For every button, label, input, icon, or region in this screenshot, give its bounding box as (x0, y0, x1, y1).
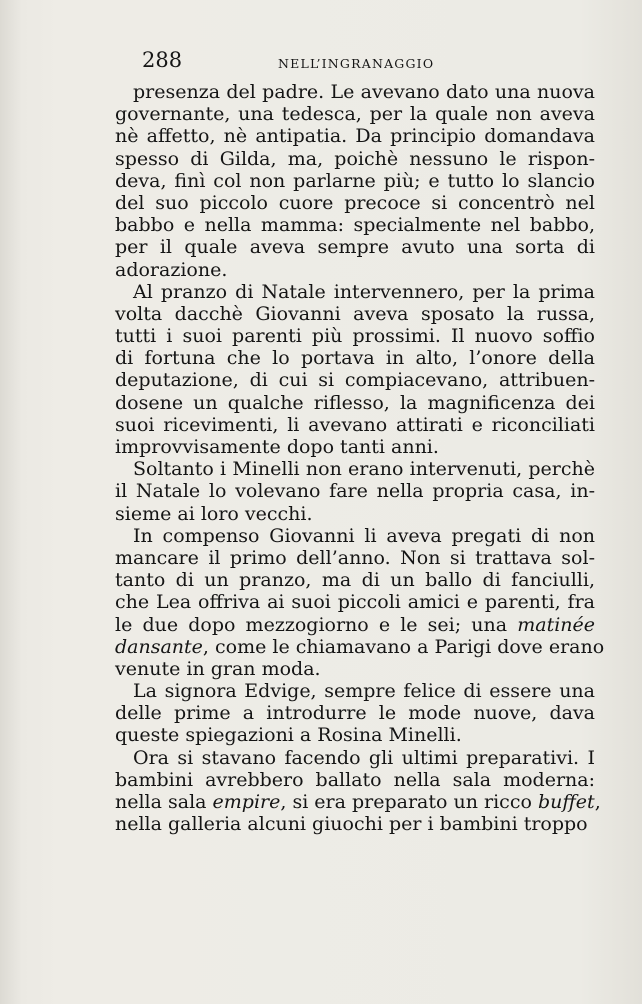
text-line (115, 525, 595, 547)
text-line (115, 81, 595, 103)
body-text (115, 81, 605, 836)
text-segment: Al pranzo di Natale intervennero, per la prima (133, 280, 595, 303)
text-segment: deva, finì col non parlarne più; e tutto lo slancio (115, 169, 595, 192)
text-segment: , (594, 791, 601, 813)
text-line (115, 547, 595, 569)
text-line (115, 103, 595, 125)
text-line (115, 347, 595, 369)
text-line (115, 214, 595, 236)
text-line (115, 569, 595, 591)
text-segment: babbo e nella mamma: specialmente nel babbo, (115, 214, 595, 237)
text-segment: suoi ricevimenti, li avevano attirati e riconciliati (115, 413, 595, 436)
text-line (115, 303, 595, 325)
text-segment: improvvisamente dopo tanti anni. (115, 436, 439, 458)
text-segment: deputazione, di cui si compiacevano, attribuen- (115, 369, 595, 392)
text-segment: nella sala (115, 791, 213, 813)
text-segment: di fortuna che lo portava in alto, l’onore della (115, 347, 595, 370)
text-segment: bambini avrebbero ballato nella sala moderna: (115, 768, 595, 791)
text-line (115, 591, 595, 613)
text-segment: il Natale lo volevano fare nella propria casa, in- (115, 480, 595, 503)
text-line (115, 436, 595, 458)
text-segment: , come le chiamavano a Parigi dove erano (202, 635, 605, 658)
text-segment: spesso di Gilda, ma, poichè nessuno le rispon- (115, 147, 595, 170)
text-line (115, 635, 605, 658)
text-segment: nè affetto, nè antipatia. Da principio domandava (115, 125, 595, 148)
text-segment: volta dacchè Giovanni aveva sposato la russa, (115, 302, 595, 325)
text-segment: Ora si stavano facendo gli ultimi preparativi. I (133, 746, 595, 769)
text-line (115, 148, 595, 170)
text-segment: In compenso Giovanni li aveva pregati di non (133, 524, 595, 547)
page-header (118, 48, 598, 82)
page-number: 288 (142, 48, 183, 72)
italic-text: buffet (537, 791, 595, 813)
text-line (115, 813, 595, 835)
text-line (115, 724, 595, 746)
text-segment: dosene un qualche riflesso, la magnificenza dei (115, 391, 595, 414)
text-segment: per il quale aveva sempre avuto una sorta di (115, 236, 595, 259)
text-line (115, 392, 595, 414)
text-segment: adorazione. (115, 258, 228, 281)
text-segment: presenza del padre. Le avevano dato una nuova (133, 81, 595, 103)
text-segment: La signora Edvige, sempre felice di essere una (133, 680, 595, 703)
text-line (115, 702, 595, 724)
text-line (115, 614, 595, 636)
text-segment: che Lea offriva ai suoi piccoli amici e parenti, fra (115, 591, 595, 614)
text-line (115, 769, 595, 791)
text-segment: nella galleria alcuni giuochi per i bambini troppo (115, 813, 588, 836)
text-line (115, 791, 601, 813)
text-segment: Soltanto i Minelli non erano intervenuti, perchè (133, 458, 595, 481)
text-segment: sieme ai loro vecchi. (115, 502, 313, 525)
text-line (115, 192, 595, 214)
text-segment: del suo piccolo cuore precoce si concentrò nel (115, 191, 595, 214)
italic-text: matinée (517, 613, 595, 636)
text-line (115, 658, 595, 680)
italic-text: empire (212, 791, 281, 813)
text-line (115, 680, 595, 702)
text-line (115, 458, 595, 480)
text-line (115, 325, 595, 347)
text-line (115, 414, 595, 436)
running-head: NELL’INGRANAGGIO (278, 56, 435, 71)
text-line (115, 480, 595, 502)
text-line (115, 503, 595, 525)
italic-text: dansante (115, 635, 203, 658)
text-segment: mancare il primo dell’anno. Non si trattava sol- (115, 546, 595, 569)
text-segment: tutti i suoi parenti più prossimi. Il nuovo soffio (115, 325, 595, 348)
text-line (115, 281, 595, 303)
text-segment: queste spiegazioni a Rosina Minelli. (115, 724, 462, 747)
text-line (115, 236, 595, 258)
text-line (115, 125, 595, 147)
text-segment: governante, una tedesca, per la quale non aveva (115, 103, 595, 126)
text-segment: venute in gran moda. (115, 657, 321, 680)
text-line (115, 259, 595, 281)
text-line (115, 369, 595, 391)
text-line (115, 170, 595, 192)
text-segment: tanto di un pranzo, ma di un ballo di fanciulli, (115, 569, 595, 592)
text-line (115, 747, 595, 769)
text-segment: , si era preparato un ricco (280, 791, 538, 813)
text-segment: delle prime a introdurre le mode nuove, dava (115, 702, 595, 725)
text-segment: le due dopo mezzogiorno e le sei; una (115, 613, 518, 636)
